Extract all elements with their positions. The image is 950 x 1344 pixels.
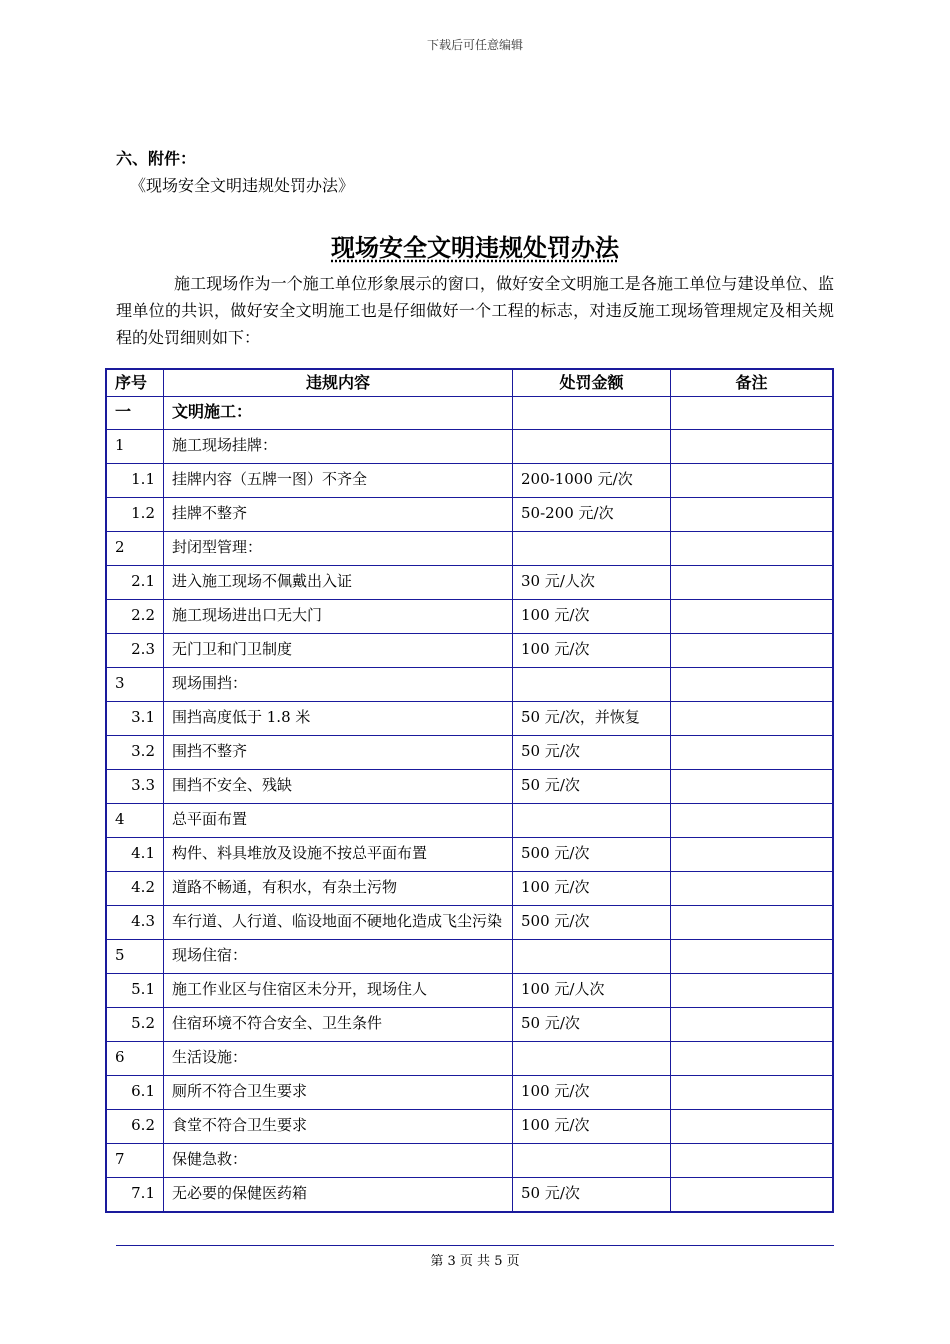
- row-number: 4.3: [106, 906, 164, 940]
- row-note: [671, 464, 834, 498]
- penalty-table: [105, 368, 834, 1213]
- row-note: [671, 1110, 834, 1144]
- row-content: 无必要的保健医药箱: [164, 1178, 513, 1213]
- row-fine: 50 元/次，并恢复: [513, 702, 671, 736]
- row-fine: [513, 668, 671, 702]
- row-note: [671, 1042, 834, 1076]
- row-fine: 50 元/次: [513, 736, 671, 770]
- row-fine: 50 元/次: [513, 1008, 671, 1042]
- table-row: [106, 906, 833, 940]
- row-fine: 500 元/次: [513, 838, 671, 872]
- row-number: 5.2: [106, 1008, 164, 1042]
- row-fine: 100 元/人次: [513, 974, 671, 1008]
- row-content: 施工作业区与住宿区未分开，现场住人: [164, 974, 513, 1008]
- table-row: [106, 668, 833, 702]
- row-content: 构件、料具堆放及设施不按总平面布置: [164, 838, 513, 872]
- table-row: [106, 498, 833, 532]
- row-number: 5: [106, 940, 164, 974]
- table-row: [106, 974, 833, 1008]
- row-content: 住宿环境不符合安全、卫生条件: [164, 1008, 513, 1042]
- row-note: [671, 1144, 834, 1178]
- row-content: 道路不畅通，有积水，有杂土污物: [164, 872, 513, 906]
- row-note: [671, 430, 834, 464]
- document-title: 现场安全文明违规处罚办法: [331, 233, 619, 262]
- row-fine: 200-1000 元/次: [513, 464, 671, 498]
- table-row: [106, 838, 833, 872]
- section-note: [671, 397, 834, 430]
- row-note: [671, 906, 834, 940]
- row-number: 6.2: [106, 1110, 164, 1144]
- table-row: [106, 872, 833, 906]
- table-row: [106, 736, 833, 770]
- row-number: 2.3: [106, 634, 164, 668]
- row-number: 1: [106, 430, 164, 464]
- row-content: 封闭型管理：: [164, 532, 513, 566]
- row-content: 食堂不符合卫生要求: [164, 1110, 513, 1144]
- row-fine: [513, 940, 671, 974]
- row-content: 保健急救：: [164, 1144, 513, 1178]
- row-number: 3: [106, 668, 164, 702]
- table-row: [106, 1076, 833, 1110]
- row-content: 厕所不符合卫生要求: [164, 1076, 513, 1110]
- row-number: 2: [106, 532, 164, 566]
- table-header-row: [106, 369, 833, 397]
- row-note: [671, 872, 834, 906]
- row-note: [671, 838, 834, 872]
- row-number: 5.1: [106, 974, 164, 1008]
- row-note: [671, 668, 834, 702]
- table-row: [106, 940, 833, 974]
- row-note: [671, 940, 834, 974]
- row-fine: [513, 430, 671, 464]
- row-note: [671, 1008, 834, 1042]
- section-row: [106, 397, 833, 430]
- intro-paragraph: 施工现场作为一个施工单位形象展示的窗口，做好安全文明施工是各施工单位与建设单位、监理单位的共识，做好安全文明施工也是仔细做好一个工程的标志，对违反施工现场管理规定及相关规程的处罚细则如下：: [116, 274, 834, 347]
- header-no: 序号: [106, 369, 164, 397]
- row-number: 4: [106, 804, 164, 838]
- row-fine: 100 元/次: [513, 634, 671, 668]
- header-note: 备注: [671, 369, 834, 397]
- row-fine: 30 元/人次: [513, 566, 671, 600]
- page-header: 下载后可任意编辑: [426, 38, 523, 52]
- row-number: 6: [106, 1042, 164, 1076]
- row-content: 车行道、人行道、临设地面不硬地化造成飞尘污染: [164, 906, 513, 940]
- row-content: 生活设施：: [164, 1042, 513, 1076]
- row-fine: 100 元/次: [513, 1076, 671, 1110]
- row-content: 施工现场挂牌：: [164, 430, 513, 464]
- row-content: 挂牌不整齐: [164, 498, 513, 532]
- row-fine: [513, 532, 671, 566]
- section-no: 一: [106, 397, 164, 430]
- row-fine: 100 元/次: [513, 600, 671, 634]
- row-fine: 100 元/次: [513, 1110, 671, 1144]
- section-fine: [513, 397, 671, 430]
- row-number: 1.1: [106, 464, 164, 498]
- row-note: [671, 770, 834, 804]
- table-row: [106, 464, 833, 498]
- row-fine: [513, 1144, 671, 1178]
- row-note: [671, 1076, 834, 1110]
- row-number: 7: [106, 1144, 164, 1178]
- row-content: 总平面布置: [164, 804, 513, 838]
- section-content: 文明施工：: [164, 397, 513, 430]
- row-number: 2.2: [106, 600, 164, 634]
- row-content: 现场住宿：: [164, 940, 513, 974]
- attachment-item: 《现场安全文明违规处罚办法》: [130, 176, 355, 195]
- row-number: 4.2: [106, 872, 164, 906]
- row-note: [671, 1178, 834, 1213]
- row-number: 3.1: [106, 702, 164, 736]
- row-content: 无门卫和门卫制度: [164, 634, 513, 668]
- row-fine: 100 元/次: [513, 872, 671, 906]
- section-title: 六、附件：: [116, 149, 197, 168]
- row-number: 4.1: [106, 838, 164, 872]
- row-number: 2.1: [106, 566, 164, 600]
- footer-divider: [116, 1245, 834, 1246]
- row-note: [671, 532, 834, 566]
- table-row: [106, 1110, 833, 1144]
- row-content: 进入施工现场不佩戴出入证: [164, 566, 513, 600]
- row-note: [671, 498, 834, 532]
- table-row: [106, 600, 833, 634]
- row-fine: 50-200 元/次: [513, 498, 671, 532]
- row-note: [671, 804, 834, 838]
- row-note: [671, 736, 834, 770]
- header-content: 违规内容: [164, 369, 513, 397]
- row-fine: [513, 804, 671, 838]
- table-row: [106, 634, 833, 668]
- row-content: 围挡不整齐: [164, 736, 513, 770]
- row-number: 3.3: [106, 770, 164, 804]
- row-note: [671, 600, 834, 634]
- row-number: 3.2: [106, 736, 164, 770]
- row-number: 7.1: [106, 1178, 164, 1213]
- table-row: [106, 770, 833, 804]
- row-note: [671, 702, 834, 736]
- row-fine: [513, 1042, 671, 1076]
- row-content: 围挡不安全、残缺: [164, 770, 513, 804]
- table-row: [106, 702, 833, 736]
- table-row: [106, 430, 833, 464]
- row-number: 6.1: [106, 1076, 164, 1110]
- row-note: [671, 974, 834, 1008]
- row-content: 挂牌内容（五牌一图）不齐全: [164, 464, 513, 498]
- row-note: [671, 566, 834, 600]
- header-fine: 处罚金额: [513, 369, 671, 397]
- row-fine: 50 元/次: [513, 1178, 671, 1213]
- page-footer: 第 3 页 共 5 页: [430, 1254, 520, 1269]
- row-number: 1.2: [106, 498, 164, 532]
- row-content: 施工现场进出口无大门: [164, 600, 513, 634]
- row-fine: 500 元/次: [513, 906, 671, 940]
- table-row: [106, 566, 833, 600]
- row-content: 围挡高度低于 1.8 米: [164, 702, 513, 736]
- table-row: [106, 804, 833, 838]
- table-row: [106, 532, 833, 566]
- row-content: 现场围挡：: [164, 668, 513, 702]
- table-row: [106, 1178, 833, 1213]
- row-note: [671, 634, 834, 668]
- table-row: [106, 1008, 833, 1042]
- table-row: [106, 1042, 833, 1076]
- table-row: [106, 1144, 833, 1178]
- row-fine: 50 元/次: [513, 770, 671, 804]
